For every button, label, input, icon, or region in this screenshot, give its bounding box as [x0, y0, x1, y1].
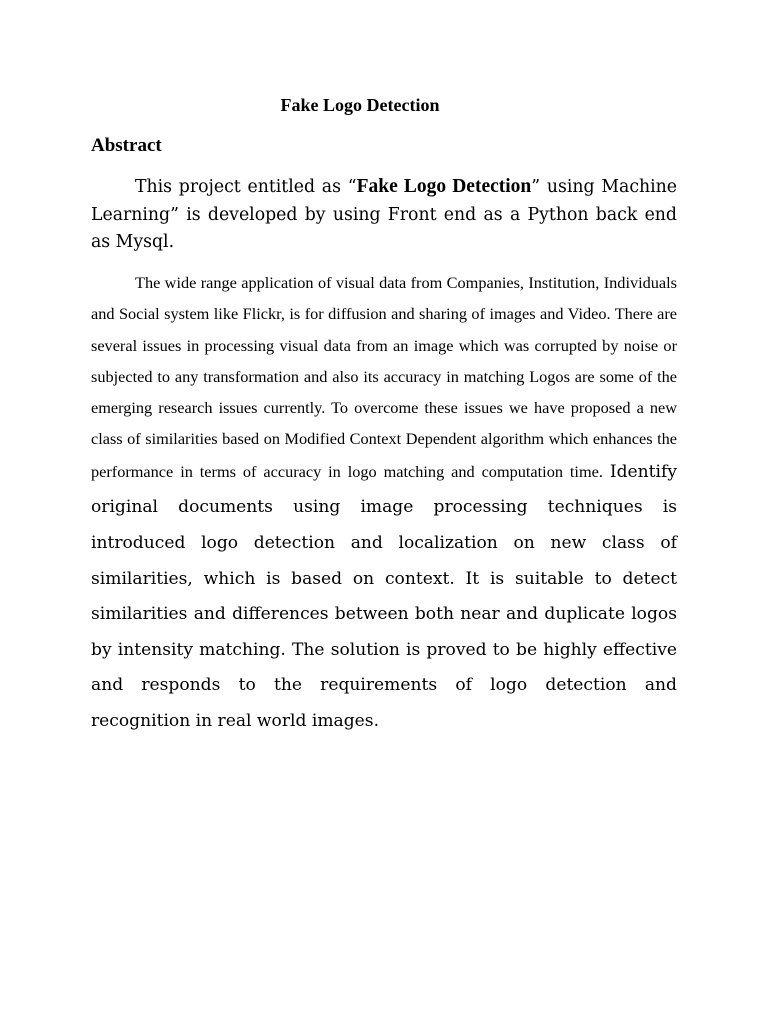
- paragraph-1-text-end: ” using Machine Learning” is developed by using Front end as a Python back end as Mysql.: [91, 177, 678, 252]
- paragraph-2-small-text: The wide range application of visual data from Companies, Institution, Individuals and Social system like Flickr, is for diffusion and sharing of images and Video. There are several issues in processing visual data from an image which was corrupted by noise or subjected to any transformation and also its accuracy in matching Logos are some of the emerging research issues currently. To overcome these issues we have proposed a new class of similarities based on Modified Context Dependent algorithm which enhances the performance in terms of accuracy in logo matching and computation time.: [91, 273, 677, 481]
- paragraph-1-text-start: This project entitled as “: [135, 177, 357, 197]
- abstract-heading: Abstract: [91, 135, 162, 156]
- document-title: Fake Logo Detection: [280, 95, 440, 115]
- project-name-bold: Fake Logo Detection: [356, 176, 532, 197]
- abstract-paragraph-2: [91, 267, 677, 740]
- abstract-paragraph-1: [91, 173, 677, 257]
- paragraph-2-large-text: Identify original documents using image processing techniques is introduced logo detection and localization on new class of similarities, which is based on context. It is suitable to detect similarities and differences between both near and duplicate logos by intensity matching. The solution is proved to be highly effective and responds to the requirements of logo detection and recognition in real world images.: [91, 461, 677, 731]
